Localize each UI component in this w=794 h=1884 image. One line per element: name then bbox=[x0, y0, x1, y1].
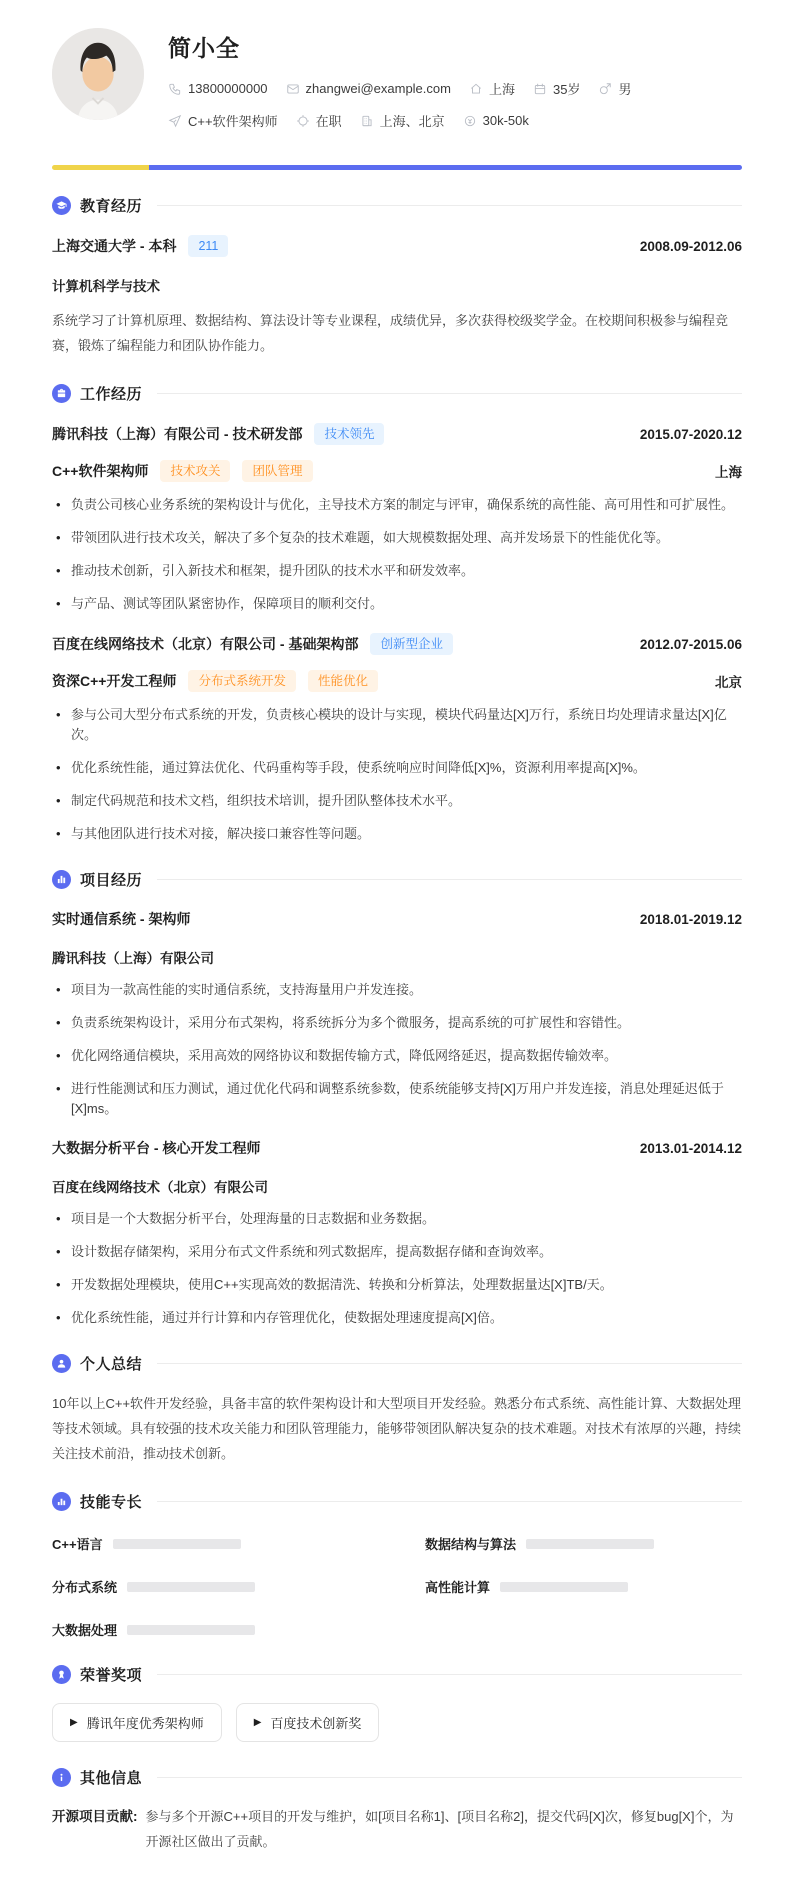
section-summary bbox=[52, 1353, 742, 1466]
project-row bbox=[52, 909, 742, 929]
skill-item bbox=[52, 1620, 369, 1639]
section-rule bbox=[157, 1363, 742, 1364]
skill-item bbox=[52, 1577, 369, 1596]
skill-bar-track bbox=[127, 1625, 255, 1635]
work-location: 北京 bbox=[715, 675, 742, 690]
resume-header bbox=[52, 28, 742, 143]
work-bullet: • 负责公司核心业务系统的架构设计与优化，主导技术方案的制定与评审，确保系统的高性能、高可用性和可扩展性。 bbox=[52, 495, 742, 515]
skill-bar-track bbox=[113, 1539, 241, 1549]
education-entry-left bbox=[52, 235, 228, 257]
city-item bbox=[360, 111, 445, 130]
section-education bbox=[52, 195, 742, 358]
section-rule bbox=[157, 1777, 742, 1778]
skill-bar-track bbox=[500, 1582, 628, 1592]
email-value: zhangwei@example.com bbox=[305, 81, 451, 96]
position-item bbox=[168, 111, 278, 130]
work-date: 2012.07-2015.06 bbox=[639, 636, 742, 652]
gender-icon bbox=[598, 82, 612, 96]
skill-name: 分布式系统 bbox=[52, 1580, 118, 1595]
contact-row-1 bbox=[168, 79, 631, 98]
summary-title: 个人总结 bbox=[80, 1356, 143, 1373]
location-icon bbox=[469, 82, 483, 96]
graduation-cap-icon bbox=[52, 196, 71, 215]
age-icon bbox=[533, 82, 547, 96]
company-row bbox=[52, 423, 742, 445]
skill-item bbox=[425, 1534, 742, 1553]
work-bullet: • 与其他团队进行技术对接，解决接口兼容性等问题。 bbox=[52, 824, 742, 844]
header-divider bbox=[52, 165, 742, 170]
work-bullet: • 制定代码规范和技术文档，组织技术培训，提升团队整体技术水平。 bbox=[52, 791, 742, 811]
role-row-left bbox=[52, 670, 378, 692]
status-item bbox=[296, 111, 342, 130]
section-other bbox=[52, 1767, 742, 1854]
role-row bbox=[52, 460, 742, 482]
role-name: C++软件架构师 bbox=[52, 463, 149, 479]
project-bullet: • 优化系统性能，通过并行计算和内存管理优化，使数据处理速度提高[X]倍。 bbox=[52, 1308, 742, 1328]
work-entry bbox=[52, 633, 742, 844]
project-bullet: • 项目是一个大数据分析平台，处理海量的日志数据和业务数据。 bbox=[52, 1209, 742, 1229]
phone-value: 13800000000 bbox=[188, 81, 268, 96]
contribution-label: 开源项目贡献: bbox=[52, 1809, 138, 1824]
company-row-left bbox=[52, 633, 453, 655]
location-item bbox=[469, 79, 515, 98]
section-rule bbox=[157, 879, 742, 880]
section-rule bbox=[157, 1501, 742, 1502]
header-info bbox=[168, 28, 631, 143]
section-rule bbox=[157, 205, 742, 206]
phone-icon bbox=[168, 82, 182, 96]
work-bullet: • 优化系统性能，通过算法优化、代码重构等手段，使系统响应时间降低[X]%，资源利用率提高[X]%。 bbox=[52, 758, 742, 778]
work-bullet: • 带领团队进行技术攻关，解决了多个复杂的技术难题，如大规模数据处理、高并发场景下的性能优化等。 bbox=[52, 528, 742, 548]
school-name: 上海交通大学 - 本科 bbox=[52, 238, 177, 254]
medal-icon bbox=[52, 1665, 71, 1684]
honor-chip[interactable] bbox=[52, 1703, 222, 1742]
project-bullet-list bbox=[52, 980, 742, 1119]
position-value: C++软件架构师 bbox=[188, 114, 278, 129]
honors-title: 荣誉奖项 bbox=[80, 1667, 143, 1684]
company-row-left bbox=[52, 423, 384, 445]
section-skills bbox=[52, 1491, 742, 1639]
company-name: 百度在线网络技术（北京）有限公司 - 基础架构部 bbox=[52, 636, 359, 652]
section-honors bbox=[52, 1664, 742, 1742]
project-bullet: • 优化网络通信模块，采用高效的网络协议和数据传输方式，降低网络延迟，提高数据传输效率。 bbox=[52, 1046, 742, 1066]
skill-name: C++语言 bbox=[52, 1537, 103, 1552]
work-title: 工作经历 bbox=[80, 386, 143, 403]
project-bullet: • 项目为一款高性能的实时通信系统，支持海量用户并发连接。 bbox=[52, 980, 742, 1000]
project-bullet: • 开发数据处理模块，使用C++实现高效的数据清洗、转换和分析算法，处理数据量达[X]TB/天。 bbox=[52, 1275, 742, 1295]
avatar-illustration bbox=[52, 28, 144, 120]
salary-item bbox=[463, 113, 529, 128]
email-icon bbox=[286, 82, 300, 96]
briefcase-icon bbox=[52, 384, 71, 403]
info-icon bbox=[52, 1768, 71, 1787]
skills-header bbox=[52, 1491, 742, 1512]
avatar bbox=[52, 28, 144, 120]
project-date: 2018.01-2019.12 bbox=[639, 911, 742, 927]
skill-bar-track bbox=[127, 1582, 255, 1592]
other-title: 其他信息 bbox=[80, 1770, 143, 1787]
city-icon bbox=[360, 114, 374, 128]
major-name: 计算机科学与技术 bbox=[52, 279, 160, 294]
skill-name: 数据结构与算法 bbox=[425, 1537, 517, 1552]
project-name: 大数据分析平台 - 核心开发工程师 bbox=[52, 1140, 261, 1156]
play-icon: ▶ bbox=[70, 1716, 78, 1728]
section-rule bbox=[157, 1674, 742, 1675]
role-row bbox=[52, 670, 742, 692]
summary-text: 10年以上C++软件开发经验，具备丰富的软件架构设计和大型项目开发经验。熟悉分布式系统、高性能计算、大数据处理等技术领域。具有较强的技术攻关能力和团队管理能力，能够带领团队解决复杂的技术难题。对技术有浓厚的兴趣，持续关注技术前沿，推动技术创新。 bbox=[52, 1396, 742, 1461]
skill-item-empty bbox=[425, 1620, 742, 1639]
skill-name: 大数据处理 bbox=[52, 1623, 118, 1638]
candidate-name: 简小全 bbox=[168, 35, 240, 61]
education-date: 2008.09-2012.06 bbox=[639, 238, 742, 254]
project-bullet: • 负责系统架构设计，采用分布式架构，将系统拆分为多个微服务，提高系统的可扩展性和容错性。 bbox=[52, 1013, 742, 1033]
position-icon bbox=[168, 114, 182, 128]
company-name: 腾讯科技（上海）有限公司 - 技术研发部 bbox=[52, 426, 303, 442]
salary-icon bbox=[463, 114, 477, 128]
project-entry bbox=[52, 1138, 742, 1328]
role-tag: 团队管理 bbox=[242, 460, 312, 482]
project-name: 实时通信系统 - 架构师 bbox=[52, 911, 191, 927]
work-bullet: • 参与公司大型分布式系统的开发，负责核心模块的设计与实现，模块代码量达[X]万行，系统日均处理请求量达[X]亿次。 bbox=[52, 705, 742, 745]
section-work bbox=[52, 383, 742, 844]
work-date: 2015.07-2020.12 bbox=[639, 426, 742, 442]
school-tag-211: 211 bbox=[188, 235, 228, 257]
honor-chip-list bbox=[52, 1703, 742, 1742]
project-entry bbox=[52, 909, 742, 1119]
contribution-text: 参与多个开源C++项目的开发与维护，如[项目名称1]、[项目名称2]，提交代码[X]次，修复bug[X]个，为开源社区做出了贡献。 bbox=[145, 1809, 734, 1849]
education-title: 教育经历 bbox=[80, 198, 143, 215]
play-icon: ▶ bbox=[253, 1716, 262, 1728]
honor-chip[interactable] bbox=[236, 1703, 380, 1742]
contact-row-2 bbox=[168, 111, 631, 130]
salary-value: 30k-50k bbox=[482, 113, 529, 128]
project-date: 2013.01-2014.12 bbox=[639, 1140, 742, 1156]
status-value: 在职 bbox=[315, 114, 342, 129]
education-description: 系统学习了计算机原理、数据结构、算法设计等专业课程，成绩优异，多次获得校级奖学金。在校期间积极参与编程竞赛，锻炼了编程能力和团队协作能力。 bbox=[52, 313, 729, 353]
phone-item bbox=[168, 81, 268, 96]
section-projects bbox=[52, 869, 742, 1328]
gender-item bbox=[598, 79, 631, 98]
divider-yellow-segment bbox=[52, 165, 149, 170]
project-company: 百度在线网络技术（北京）有限公司 bbox=[52, 1180, 268, 1195]
work-entry bbox=[52, 423, 742, 614]
status-icon bbox=[296, 114, 310, 128]
honors-header bbox=[52, 1664, 742, 1685]
role-tag: 技术攻关 bbox=[160, 460, 230, 482]
summary-header bbox=[52, 1353, 742, 1374]
project-company: 腾讯科技（上海）有限公司 bbox=[52, 951, 214, 966]
role-row-left bbox=[52, 460, 313, 482]
projects-title: 项目经历 bbox=[80, 872, 143, 889]
location-value: 上海 bbox=[488, 82, 515, 97]
skill-name: 高性能计算 bbox=[425, 1580, 491, 1595]
age-item bbox=[533, 79, 580, 98]
section-rule bbox=[157, 393, 742, 394]
divider-blue-segment bbox=[149, 165, 742, 170]
work-bullet: • 与产品、测试等团队紧密协作，保障项目的顺利交付。 bbox=[52, 594, 742, 614]
chart-icon bbox=[52, 1492, 71, 1511]
education-entry-row bbox=[52, 235, 742, 257]
skills-title: 技能专长 bbox=[80, 1494, 143, 1511]
project-bullet: • 进行性能测试和压力测试，通过优化代码和调整系统参数，使系统能够支持[X]万用户并发连接，消息处理延迟低于[X]ms。 bbox=[52, 1079, 742, 1119]
project-bullet-list bbox=[52, 1209, 742, 1328]
age-value: 35岁 bbox=[552, 82, 581, 97]
role-name: 资深C++开发工程师 bbox=[52, 673, 177, 689]
person-icon bbox=[52, 1354, 71, 1373]
work-bullet-list bbox=[52, 705, 742, 844]
city-value: 上海、北京 bbox=[379, 114, 445, 129]
skill-item bbox=[52, 1534, 369, 1553]
honor-label: 腾讯年度优秀架构师 bbox=[86, 1716, 204, 1731]
role-tag: 性能优化 bbox=[308, 670, 378, 692]
open-source-contribution bbox=[52, 1804, 742, 1854]
work-header bbox=[52, 383, 742, 404]
email-item bbox=[286, 81, 451, 96]
education-header bbox=[52, 195, 742, 216]
honor-label: 百度技术创新奖 bbox=[270, 1716, 362, 1731]
company-tag: 技术领先 bbox=[314, 423, 384, 445]
other-header bbox=[52, 1767, 742, 1788]
skills-grid bbox=[52, 1534, 742, 1639]
work-bullet: • 推动技术创新，引入新技术和框架，提升团队的技术水平和研发效率。 bbox=[52, 561, 742, 581]
work-bullet-list bbox=[52, 495, 742, 614]
project-bullet: • 设计数据存储架构，采用分布式文件系统和列式数据库，提高数据存储和查询效率。 bbox=[52, 1242, 742, 1262]
work-location: 上海 bbox=[715, 465, 742, 480]
bar-chart-icon bbox=[52, 870, 71, 889]
gender-value: 男 bbox=[618, 82, 632, 97]
project-row bbox=[52, 1138, 742, 1158]
skill-item bbox=[425, 1577, 742, 1596]
company-row bbox=[52, 633, 742, 655]
skill-bar-track bbox=[526, 1539, 654, 1549]
projects-header bbox=[52, 869, 742, 890]
company-tag: 创新型企业 bbox=[370, 633, 453, 655]
role-tag: 分布式系统开发 bbox=[188, 670, 296, 692]
